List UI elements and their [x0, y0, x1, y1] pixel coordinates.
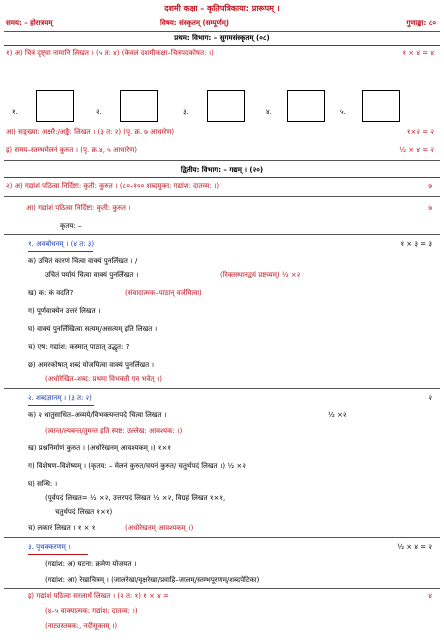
avabodhanam-marks: १ × ३ = ३ — [400, 240, 432, 248]
prithakkaranam-heading: ३. पृथक्करणम् । — [28, 543, 71, 551]
underline — [28, 251, 93, 252]
divider — [4, 388, 440, 389]
box-number: ५. — [340, 108, 346, 116]
ng-text: च) एष: गद्यांश: कस्मात् पाठात् उद्धृत: ? — [28, 343, 130, 351]
q2c-text: इ) गद्यांशं पठित्वा सरलार्थं लिखत । (२ त: १) १ × ४ = — [28, 592, 169, 600]
sj-ga-text: ग) विशेषण–विशेष्यम् । (कृतय: – मेलनं कुरुत/चयनं कुरुत/ चतुर्थपदं लिखत ।) ½ ×२ — [28, 462, 246, 470]
prithakkaranam-marks: ½ × ४ = २ — [397, 543, 432, 551]
divider — [4, 588, 440, 589]
divider — [4, 45, 440, 46]
q2a-marks: ७ — [428, 182, 432, 190]
sj-cha-text: च) लकारं लिखत । १ × १ — [28, 524, 96, 532]
box-number: १. — [12, 108, 18, 116]
divider — [4, 177, 440, 178]
box-number: ३. — [183, 108, 189, 116]
q2c-note1: (४–५ वाक्यात्मक: गद्यांश: दातव्य: ।) — [45, 607, 138, 615]
q1a-text: १) अ) चित्रं दृष्ट्वा नामानि लिखत । (५ त: ४) (केवलं दशमीकक्षा–चित्रपदकोषत: ।) — [6, 49, 214, 57]
divider — [4, 537, 440, 538]
q1a-marks: १ × ४ = ४ — [402, 49, 434, 57]
q1c-marks: ½ × ४ = २ — [399, 146, 434, 154]
q2b-marks: ७ — [428, 204, 432, 212]
pk-a-text: (गद्यांश: अ) घटना: क्रमेण योजयत । — [45, 560, 137, 568]
box-number: ४. — [266, 108, 272, 116]
section1-heading: प्रथम: विभाग: – सुगमसंस्कृतम् (०८) — [174, 34, 270, 42]
ka-note: (रिक्तस्थानद्वयं प्रष्टव्यम्) ½ ×२ — [220, 271, 301, 279]
ga-text: ग) पूर्णवाक्येन उत्तरं लिखत । — [28, 307, 101, 315]
sj-ka-note: (त्वान्त/ल्यबन्त/तुमन्त इति स्पष्ट: उल्लेख: आवश्यक: ।) — [45, 427, 183, 435]
q1b-text: आ) सङ्ख्या: अक्षरै:/अङ्कै: लिखत । (३ त: २) (पृ. क्र. ७ आधारेण) — [6, 128, 175, 136]
avabodhanam-heading: १. अवबोधनम् । (४ त: ३) — [28, 240, 95, 248]
ka-line2: उचितं पर्यायं चित्वा वाक्यं पुनर्लिखत । — [45, 271, 139, 279]
cha-note: (अधोरेखित–शब्द: प्रथमा विभक्तौ एव भवेत् ।) — [45, 375, 162, 383]
section2-heading: द्वितीय: विभाग: – गद्यम् । (२०) — [180, 166, 264, 174]
q2c-marks: ४ — [428, 592, 432, 600]
paper-title: दशमी कक्षा – कृतिपत्रिकाया: प्रारूपम् । — [164, 4, 280, 13]
picture-box — [36, 90, 74, 122]
q2a-text: २) अ) गद्यांशं पठित्वा निर्दिष्टा: कृती: कुरुत । (८०–१०० शब्दयुक्त: गद्यांश: दातव्य: ।) — [6, 182, 220, 190]
time-label: समय: – होरात्रयम् — [6, 19, 53, 27]
sj-kha-text: ख) प्रश्ननिर्माणं कुरुत । (अधोरेखनम् आवश्यकम् ।) १×१ — [28, 444, 171, 452]
divider — [4, 234, 440, 235]
gha-text: घ) वाक्यं पुनर्लिखित्वा सत्यम्/असत्यम् इति लिखत । — [28, 325, 158, 333]
shabdajnanam-marks: २ — [428, 394, 432, 402]
kha-text: ख) क: कं वदति? — [28, 289, 74, 297]
ka-line1: क) उचितं कारणं चित्वा वाक्यं पुनर्लिखत । / — [28, 257, 138, 265]
divider — [4, 31, 440, 32]
kritaya-label: कृतय: – — [60, 222, 82, 230]
sj-gha-text: घ) सन्धि: । — [28, 480, 58, 488]
q1c-text: इ) समय–स्तम्भमेलनं कुरुत । (पृ. क्र.४, ५ आधारेण) — [6, 146, 137, 154]
picture-box — [362, 90, 400, 122]
sj-ka-marks: ½ ×२ — [328, 411, 347, 419]
q1b-marks: १×२ = २ — [406, 128, 434, 136]
sj-cha-note: (अधोरेखनम् आवश्यकम् ।) — [125, 524, 194, 532]
sj-gha-line1: (पूर्वपदं लिखत= ½ ×२, उत्तरपदं लिखत ½ ×२, विग्रहं लिखत १×१, — [45, 494, 226, 502]
cha-text: छ) अमरकोषात् शब्दं योजयित्वा वाक्यं पुनर्लिखत । — [28, 361, 155, 369]
divider — [4, 196, 440, 197]
underline — [28, 405, 94, 406]
sj-ka-text: क) २ धातुसाधित–अव्यये/विभक्त्यन्तपदे चित्वा लिखत । — [28, 411, 167, 419]
subject-label: विषय: संस्कृतम् (सम्पूर्णम्) — [160, 19, 230, 27]
divider — [4, 160, 440, 161]
picture-box — [287, 90, 325, 122]
underline — [28, 554, 88, 555]
picture-box — [120, 90, 158, 122]
marks-label: गुणाङ्का: ८० — [406, 19, 436, 27]
picture-box — [207, 90, 245, 122]
shabdajnanam-heading: २. शब्दज्ञानम् । (३ त: २) — [28, 394, 92, 402]
q2b-text: आ) गद्यांशं पठित्वा निर्दिष्टा: कृती: कुरुत । — [26, 204, 131, 212]
sj-gha-line2: चतुर्थपदं लिखत १×१) — [55, 508, 113, 516]
kha-note: (संवादात्मक–पाठान् वर्जयित्वा) — [125, 289, 202, 297]
pk-b-text: (गद्यांश: आ) रेखाचित्रम् । (जालरेखा/वृक्षरेखा/प्रवाहि–जालम्/स्तम्भपूरणम्/शब्दपेटिका) — [45, 576, 260, 584]
q2c-note2: (नाट्यस्तबक:, नदीसूक्तम् ।) — [45, 622, 118, 630]
box-number: २. — [96, 108, 102, 116]
